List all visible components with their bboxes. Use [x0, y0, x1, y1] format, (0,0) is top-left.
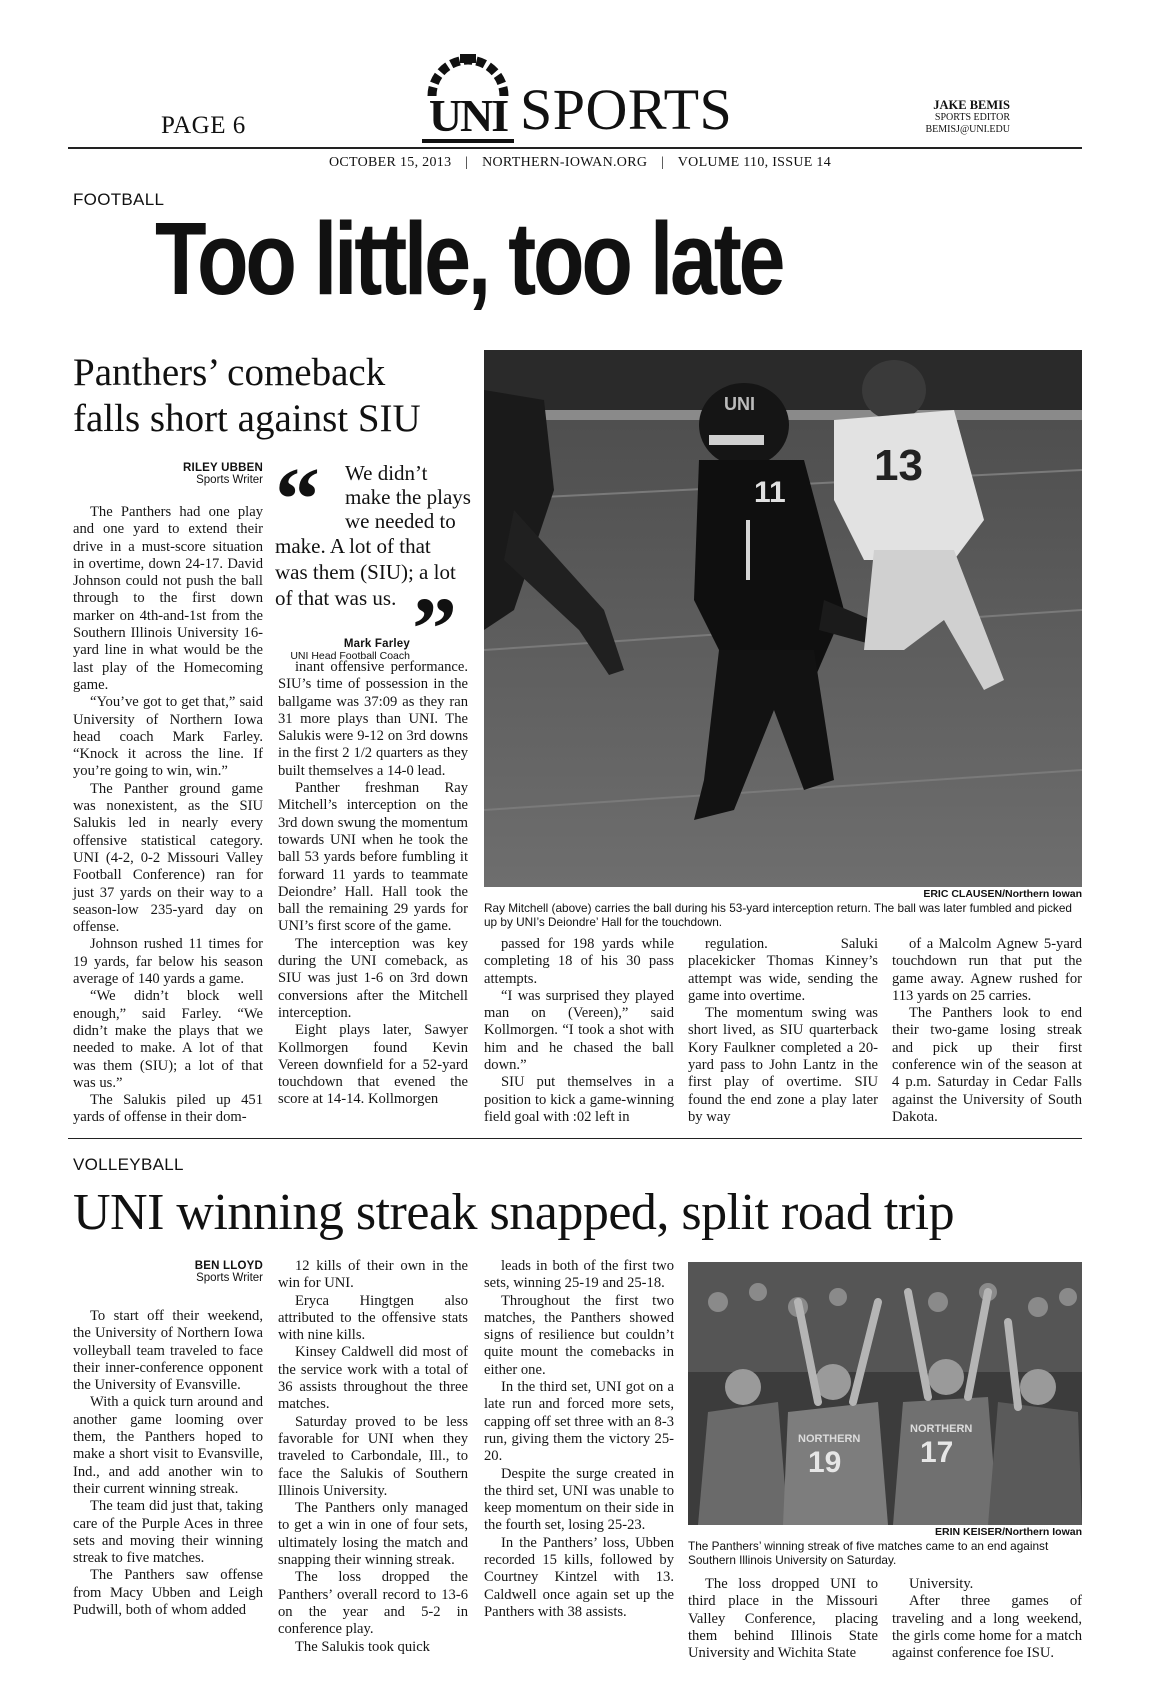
- volleyball-photo-image: [688, 1262, 1082, 1525]
- editor-block: [850, 98, 1010, 136]
- article-paragraph: The Panthers only managed to get a win in one of four sets, ultimately losing the match and snapping their winning streak.: [278, 1500, 468, 1569]
- football-byline: [73, 462, 263, 486]
- jersey-text: NORTHERN: [910, 1423, 973, 1435]
- volume-issue: VOLUME 110, ISSUE 14: [677, 155, 832, 170]
- article-paragraph: Eryca Hingtgen also attributed to the offensive stats with nine kills.: [278, 1292, 468, 1344]
- quote-open-mark: “: [275, 450, 320, 549]
- volleyball-column-5: [892, 1576, 1082, 1662]
- article-paragraph: The interception was key during the UNI comeback, as SIU was just 1-6 on 3rd down conversions after the Mitchell interception.: [278, 935, 468, 1021]
- article-paragraph: With a quick turn around and another game looming over them, the Panthers hoped to make a short visit to Evansville, Ind., and add another win to their current winning streak.: [73, 1394, 263, 1497]
- article-paragraph: inant offensive performance. SIU’s time of possession in the ballgame was 37:09 as they ran 31 more plays than UNI. The Salukis were 9-12 on 3rd downs in the first 2 1/2 quarters as they built themselves a 14-0 lead.: [278, 659, 468, 779]
- volleyball-column-2: [278, 1258, 468, 1656]
- section-title: SPORTS: [520, 77, 733, 142]
- dateline: [300, 155, 860, 171]
- article-paragraph: Saturday proved to be less favorable for UNI when they traveled to Carbondale, Ill., to face the Salukis of Southern Illinois University.: [278, 1413, 468, 1499]
- player-jersey-number: 19: [808, 1446, 842, 1479]
- football-kicker: FOOTBALL: [73, 190, 165, 209]
- football-subhead-line2: falls short against SIU: [73, 397, 421, 440]
- article-paragraph: 12 kills of their own in the win for UNI.: [278, 1258, 468, 1292]
- article-paragraph: The Panthers had one play and one yard to extend their drive in a must-score situation in overtime, down 24-17. David Johnson could not push the ball through to the first down marker on 4th-and-1st from the Southern Illinois University 16-yard line in what would be the last play of the Homecoming game.: [73, 504, 263, 693]
- football-photo-credit: ERIC CLAUSEN/Northern Iowan: [923, 888, 1082, 900]
- article-paragraph: In the third set, UNI got on a late run and forced more sets, capping off set three with an 8-3 run, giving them the victory 25-20.: [484, 1379, 674, 1465]
- volleyball-column-4: [688, 1576, 878, 1662]
- article-paragraph: of a Malcolm Agnew 5-yard touchdown run that put the game away. Agnew rushed for 113 yards on 25 carries.: [892, 936, 1082, 1004]
- article-paragraph: leads in both of the first two sets, winning 25-19 and 25-18.: [484, 1258, 674, 1292]
- article-paragraph: “You’ve got to get that,” said University of Northern Iowa head coach Mark Farley. “Knock it across the line. If you’re going to win, win.”: [73, 694, 263, 780]
- volleyball-column-1: [73, 1308, 263, 1619]
- football-headline: Too little, too late: [155, 201, 783, 316]
- article-paragraph: Eight plays later, Sawyer Kollmorgen found Kevin Vereen downfield for a 52-yard touchdown that evened the score at 14-14. Kollmorgen: [278, 1022, 468, 1108]
- quote-line2: make the plays: [345, 485, 471, 509]
- volleyball-headline: UNI winning streak snapped, split road trip: [73, 1184, 955, 1241]
- article-paragraph: In the Panthers’ loss, Ubben recorded 15 kills, followed by Courtney Kintzel with 13. Caldwell once again set up the Panthers with 38 assists.: [484, 1534, 674, 1620]
- article-paragraph: University.: [909, 1576, 974, 1592]
- editor-email: BEMISJ@UNI.EDU: [925, 124, 1010, 135]
- volleyball-kicker: VOLLEYBALL: [73, 1155, 184, 1174]
- editor-name: JAKE BEMIS: [933, 98, 1010, 112]
- page-number: PAGE 6: [161, 112, 246, 139]
- article-paragraph: The Panthers saw offense from Macy Ubben and Leigh Pudwill, both of whom added: [73, 1567, 263, 1619]
- section-divider: [68, 1138, 1082, 1139]
- football-column-4: [688, 936, 878, 1126]
- football-subhead: [73, 350, 473, 442]
- quote-speaker: Mark Farley: [343, 638, 410, 650]
- football-photo-image: [484, 350, 1082, 887]
- quote-rest: make. A lot of that was them (SIU); a lot of that was us.: [275, 534, 456, 610]
- dateline-separator: |: [661, 155, 665, 170]
- article-paragraph: regulation. Saluki placekicker Thomas Kinney’s attempt was wide, sending the game into overtime.: [688, 936, 878, 1004]
- article-paragraph: The Salukis piled up 451 yards of offense in their dom-: [73, 1092, 263, 1126]
- volleyball-photo-caption: The Panthers’ winning streak of five matches came to an end against Southern Illinois University on Saturday.: [688, 1539, 1049, 1567]
- author-name: RILEY UBBEN: [183, 462, 263, 474]
- defender-jersey-number: 13: [874, 441, 923, 490]
- runner-jersey-number: 11: [754, 476, 786, 509]
- article-paragraph: The Salukis took quick: [295, 1638, 430, 1655]
- football-column-2: [278, 659, 468, 1109]
- logo-text: UNI: [422, 93, 514, 143]
- article-paragraph: The Panthers look to end their two-game losing streak and pick up their first conference win of the season at 4 p.m. Saturday in Cedar Falls against the University of South Dakota.: [892, 1005, 1082, 1125]
- volleyball-photo-credit: ERIN KEISER/Northern Iowan: [934, 1526, 1082, 1538]
- header-rule: [68, 147, 1082, 149]
- editor-role: SPORTS EDITOR: [934, 112, 1010, 123]
- quote-speaker-role: UNI Head Football Coach: [290, 650, 410, 662]
- article-paragraph: Johnson rushed 11 times for 19 yards, far below his season average of 140 yards a game.: [73, 936, 263, 988]
- article-paragraph: To start off their weekend, the University of Northern Iowa volleyball team traveled to face their inner-conference opponent the University of Evansville.: [73, 1308, 263, 1394]
- author-role: Sports Writer: [196, 474, 263, 486]
- quote-line1: We didn’t: [345, 461, 428, 485]
- author-role: Sports Writer: [196, 1272, 263, 1284]
- football-photo-caption: Ray Mitchell (above) carries the ball during his 53-yard interception return. The ball was later fumbled and picked up by UNI’s Deiondre’ Hall for the touchdown.: [484, 901, 1072, 929]
- article-paragraph: The loss dropped UNI to third place in the Missouri Valley Conference, placing them behind Illinois State University and Wichita State: [688, 1576, 878, 1662]
- uni-logo: [420, 50, 516, 140]
- article-paragraph: passed for 198 yards while completing 18 of his 30 pass attempts.: [484, 936, 674, 987]
- quote-close-mark: ”: [412, 580, 457, 679]
- football-photo: [484, 350, 1082, 887]
- football-subhead-line1: Panthers’ comeback: [73, 351, 386, 394]
- volleyball-byline: [73, 1260, 263, 1284]
- article-paragraph: Despite the surge created in the third set, UNI was unable to keep momentum on their side in the fourth set, losing 25-23.: [484, 1465, 674, 1534]
- article-paragraph: “We didn’t block well enough,” said Farley. “We didn’t make the plays that we needed to make. A lot of that was them (SIU); a lot of that was us.”: [73, 988, 263, 1091]
- article-paragraph: The Panther ground game was nonexistent, as the SIU Salukis led in nearly every offensive statistical category. UNI (4-2, 0-2 Missouri Valley Football Conference) ran for just 37 yards on their way to a season-low 235-yard day on offense.: [73, 780, 263, 936]
- article-paragraph: The team did just that, taking care of the Purple Aces in three sets and moving their winning streak to five matches.: [73, 1498, 263, 1567]
- volleyball-column-3: [484, 1258, 674, 1621]
- article-paragraph: The loss dropped the Panthers’ overall record to 13-6 on the year and 5-2 in conference play.: [278, 1569, 468, 1638]
- article-paragraph: Kinsey Caldwell did most of the service work with a total of 36 assists throughout the three matches.: [278, 1344, 468, 1413]
- volleyball-photo: [688, 1262, 1082, 1525]
- football-column-1: [73, 504, 263, 1127]
- jersey-text: NORTHERN: [798, 1433, 861, 1445]
- football-column-5: [892, 936, 1082, 1126]
- author-name: BEN LLOYD: [194, 1260, 263, 1272]
- player-jersey-number: 17: [920, 1436, 954, 1469]
- article-paragraph: Throughout the first two matches, the Panthers showed signs of resilience but couldn’t quite mount the comebacks in either one.: [484, 1292, 674, 1378]
- article-paragraph: “I was surprised they played man on (Vereen),” said Kollmorgen. “I took a shot with him and he chased the ball down.”: [484, 987, 674, 1074]
- issue-date: OCTOBER 15, 2013: [328, 155, 452, 170]
- site-url[interactable]: NORTHERN-IOWAN.ORG: [482, 155, 648, 170]
- quote-line3: we needed to: [345, 509, 456, 533]
- football-column-3: [484, 936, 674, 1126]
- article-paragraph: Panther freshman Ray Mitchell’s interception on the 3rd down swung the momentum towards UNI when he took the ball 53 yards before fumbling it forward 11 yards to teammate Deiondre’ Hall. Hall took the ball the remaining 29 yards for UNI’s first score of the game.: [278, 780, 468, 935]
- dateline-separator: |: [465, 155, 469, 170]
- helmet-logo: UNI: [724, 394, 755, 414]
- article-paragraph: The momentum swing was short lived, as SIU quarterback Kory Faulkner completed a 20-yard pass to John Lantz in the first play of overtime. SIU found the end zone a play later by way: [688, 1005, 878, 1125]
- article-paragraph: SIU put themselves in a position to kick a game-winning field goal with :02 left in: [484, 1074, 674, 1125]
- article-paragraph: After three games of traveling and a long weekend, the girls come home for a match against conference foe ISU.: [892, 1593, 1082, 1662]
